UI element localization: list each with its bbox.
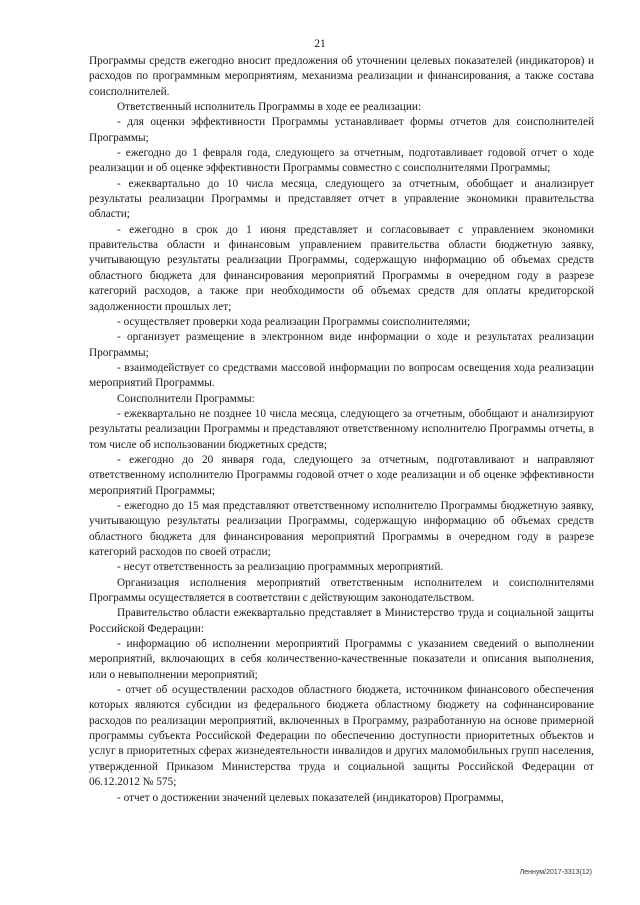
- paragraph: - организует размещение в электронном виде информации о ходе и результатах реализации Программы;: [89, 331, 594, 359]
- document-code: Леннум/2017-3313(12): [519, 869, 592, 876]
- page-number: 21: [314, 38, 326, 50]
- paragraph: Ответственный исполнитель Программы в ходе ее реализации:: [117, 101, 422, 114]
- paragraph: - несут ответственность за реализацию программных мероприятий.: [117, 561, 444, 574]
- paragraph: - осуществляет проверки хода реализации Программы соисполнителями;: [117, 315, 471, 328]
- paragraph: - ежеквартально до 10 числа месяца, следующего за отчетным, обобщает и анализирует результаты реализации Программы и представляет отчет в управление экономики правительства области;: [89, 177, 594, 221]
- paragraph: - для оценки эффективности Программы устанавливает формы отчетов для соисполнителей Программы;: [89, 116, 594, 144]
- paragraph: - информацию об исполнении мероприятий Программы с указанием сведений о выполнении мероприятий, включающих в себя количественно-качественные показатели и описания выполнения, или о невыполнении мероприятий;: [89, 638, 594, 681]
- paragraph: Правительство области ежеквартально представляет в Министерство труда и социальной защиты Российской Федерации:: [89, 607, 594, 635]
- paragraph: Программы средств ежегодно вносит предложения об уточнении целевых показателей (индикаторов) и расходов по программным мероприятиям, механизма реализации и финансирования, а также состава соисполнителей.: [89, 55, 594, 98]
- document-body: [89, 54, 594, 806]
- paragraph: - ежегодно до 15 мая представляют ответственному исполнителю Программы бюджетную заявку, учитывающую результаты реализации Программы, содержащую информацию об объемах средств областного бюджета для финансирования мероприятий Программы в очередном году в разрезе категорий расходов по своей отрасли;: [89, 499, 594, 558]
- paragraph: - взаимодействует со средствами массовой информации по вопросам освещения хода реализации мероприятий Программы.: [89, 361, 594, 390]
- paragraph: - ежеквартально не позднее 10 числа месяца, следующего за отчетным, обобщают и анализируют результаты реализации Программы и представляют ответственному исполнителю Программы отчеты, в том числе об использовании бюджетных средств;: [89, 407, 594, 451]
- paragraph: - отчет об осуществлении расходов областного бюджета, источником финансового обеспечения которых являются субсидии из федерального бюджета областному бюджету на софинансирование расходов по реализации мероприятий, включенных в Программу, разработанную на основе примерной программы субъекта Российской Федерации по обеспечению доступности приоритетных объектов и услуг в приоритетных сферах жизнедеятельности инвалидов и других маломобильных групп населения, утвержденной Приказом Министерства труда и социальной защиты Российской Федерации от 06.12.2012 № 575;: [89, 684, 594, 789]
- paragraph: - ежегодно до 20 января года, следующего за отчетным, подготавливают и направляют ответственному исполнителю Программы годовой отчет о ходе реализации и об оценке эффективности мероприятий Программы;: [89, 453, 594, 497]
- paragraph: Соисполнители Программы:: [117, 392, 255, 405]
- paragraph: - отчет о достижении значений целевых показателей (индикаторов) Программы,: [117, 791, 504, 804]
- paragraph: - ежегодно до 1 февраля года, следующего за отчетным, подготавливает годовой отчет о ходе реализации и об оценке эффективности Программы совместно с соисполнителями Программы;: [89, 147, 594, 175]
- paragraph: Организация исполнения мероприятий ответственным исполнителем и соисполнителями Программы осуществляется в соответствии с действующим законодательством.: [89, 576, 594, 605]
- paragraph: - ежегодно в срок до 1 июня представляет и согласовывает с управлением экономики правительства области и финансовым управлением правительства области бюджетную заявку, учитывающую результаты реализации Программы, содержащую информацию об объемах средств областного бюджета для финансирования мероприятий Программы в очередном году в разрезе категорий расходов, а также при необходимости об объемах средств для оплаты кредиторской задолженности прошлых лет;: [89, 223, 594, 313]
